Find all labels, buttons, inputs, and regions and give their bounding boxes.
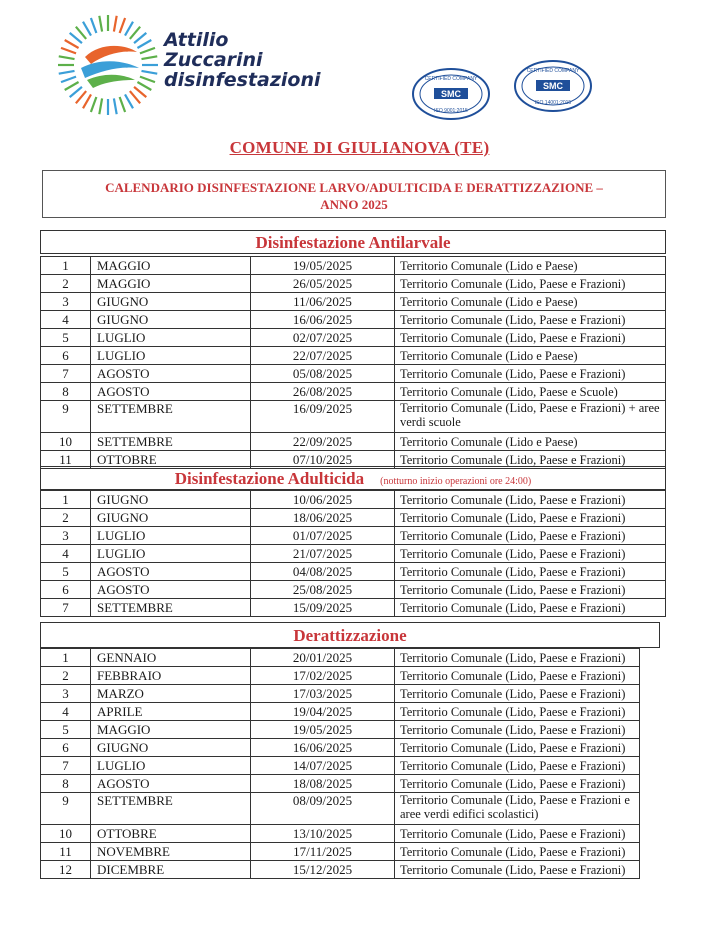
row-number: 2 [41,509,91,527]
area-cell: Territorio Comunale (Lido, Paese e Frazioni e aree verdi edifici scolastici) [395,793,640,825]
logo-ray [65,82,79,90]
area-cell: Territorio Comunale (Lido, Paese e Scuole) [395,383,666,401]
month-cell: OTTOBRE [91,825,251,843]
logo-ray [140,77,155,82]
area-cell: Territorio Comunale (Lido, Paese e Frazioni) [395,861,640,879]
row-number: 7 [41,365,91,383]
area-cell: Territorio Comunale (Lido, Paese e Frazioni) [395,775,640,793]
table-row [41,509,666,527]
cert-mark: SMC [441,89,461,99]
month-cell: GIUGNO [91,739,251,757]
row-number: 6 [41,347,91,365]
table-row [41,401,666,433]
calendar-title-line-2: ANNO 2025 [320,197,388,212]
table-row [41,703,640,721]
month-cell: SETTEMBRE [91,793,251,825]
table-row [41,825,640,843]
date-cell: 18/06/2025 [251,509,395,527]
row-number: 9 [41,401,91,433]
section-title-antilarvale [40,230,666,254]
logo-ray [130,91,140,103]
month-cell: APRILE [91,703,251,721]
month-cell: SETTEMBRE [91,433,251,451]
date-cell: 15/12/2025 [251,861,395,879]
section-note: (notturno inizio operazioni ore 24:00) [380,476,532,487]
logo-ray [65,40,79,48]
row-number: 7 [41,599,91,617]
month-cell: MARZO [91,685,251,703]
area-cell: Territorio Comunale (Lido, Paese e Frazioni) [395,667,640,685]
logo-ray [125,94,133,108]
date-cell: 25/08/2025 [251,581,395,599]
table-row [41,599,666,617]
date-cell: 26/08/2025 [251,383,395,401]
date-cell: 14/07/2025 [251,757,395,775]
area-cell: Territorio Comunale (Lido, Paese e Frazioni) [395,685,640,703]
row-number: 3 [41,527,91,545]
row-number: 8 [41,775,91,793]
area-cell: Territorio Comunale (Lido e Paese) [395,293,666,311]
area-cell: Territorio Comunale (Lido, Paese e Frazioni) [395,757,640,775]
section-title-text: Derattizzazione [293,626,407,645]
area-cell: Territorio Comunale (Lido, Paese e Frazioni) [395,825,640,843]
area-cell: Territorio Comunale (Lido, Paese e Frazioni) [395,329,666,347]
date-cell: 22/07/2025 [251,347,395,365]
adulticida-table [40,490,666,617]
company-logo [55,12,161,118]
logo-ray [76,91,86,103]
row-number: 8 [41,383,91,401]
section-title-text: Disinfestazione Adulticida [174,469,365,488]
date-cell: 17/11/2025 [251,843,395,861]
date-cell: 21/07/2025 [251,545,395,563]
area-cell: Territorio Comunale (Lido, Paese e Frazioni) [395,739,640,757]
row-number: 3 [41,685,91,703]
month-cell: FEBBRAIO [91,667,251,685]
date-cell: 05/08/2025 [251,365,395,383]
month-cell: MAGGIO [91,275,251,293]
area-cell: Territorio Comunale (Lido e Paese) [395,257,666,275]
iso-14001-badge [512,58,594,114]
area-cell: Territorio Comunale (Lido e Paese) [395,347,666,365]
row-number: 11 [41,451,91,469]
month-cell: LUGLIO [91,527,251,545]
month-cell: DICEMBRE [91,861,251,879]
logo-ray [83,22,91,36]
date-cell: 16/09/2025 [251,401,395,433]
area-cell: Territorio Comunale (Lido, Paese e Frazioni) [395,545,666,563]
table-row [41,433,666,451]
table-row [41,843,640,861]
month-cell: SETTEMBRE [91,401,251,433]
logo-ray [70,87,82,97]
row-number: 3 [41,293,91,311]
table-row [41,383,666,401]
row-number: 10 [41,825,91,843]
row-number: 4 [41,545,91,563]
logo-ray [91,97,96,112]
month-cell: AGOSTO [91,365,251,383]
row-number: 10 [41,433,91,451]
table-row [41,757,640,775]
table-row [41,739,640,757]
logo-ray [114,98,117,114]
row-number: 1 [41,257,91,275]
logo-ray [61,77,76,82]
cert-top-text: CERTIFIED COMPANY [526,68,580,74]
date-cell: 08/09/2025 [251,793,395,825]
table-row [41,667,640,685]
logo-ray [114,16,117,32]
cert-top-text: CERTIFIED COMPANY [424,76,478,82]
antilarvale-table [40,256,666,469]
logo-ray [134,33,146,43]
logo-ray [70,33,82,43]
date-cell: 16/06/2025 [251,739,395,757]
date-cell: 16/06/2025 [251,311,395,329]
brand-name [164,30,321,90]
row-number: 5 [41,563,91,581]
month-cell: AGOSTO [91,581,251,599]
date-cell: 10/06/2025 [251,491,395,509]
month-cell: LUGLIO [91,545,251,563]
logo-ray [76,27,86,39]
area-cell: Territorio Comunale (Lido, Paese e Frazioni) [395,527,666,545]
date-cell: 22/09/2025 [251,433,395,451]
cert-bottom-text: ISO 9001:2015 [434,108,468,114]
logo-ray [137,82,151,90]
section-title-text: Disinfestazione Antilarvale [255,233,451,252]
logo-ray [140,48,155,53]
date-cell: 01/07/2025 [251,527,395,545]
month-cell: GIUGNO [91,293,251,311]
logo-ray [91,18,96,33]
month-cell: MAGGIO [91,721,251,739]
table-row [41,793,640,825]
row-number: 4 [41,703,91,721]
brand-line-3: disinfestazioni [164,69,321,91]
row-number: 2 [41,275,91,293]
area-cell: Territorio Comunale (Lido, Paese e Frazioni) [395,563,666,581]
month-cell: AGOSTO [91,563,251,581]
area-cell: Territorio Comunale (Lido, Paese e Frazioni) [395,311,666,329]
date-cell: 19/05/2025 [251,257,395,275]
cert-bottom-text: ISO 14001:2015 [534,100,572,106]
date-cell: 17/02/2025 [251,667,395,685]
date-cell: 13/10/2025 [251,825,395,843]
table-row [41,775,640,793]
month-cell: LUGLIO [91,757,251,775]
cert-mark: SMC [543,81,563,91]
table-row [41,311,666,329]
area-cell: Territorio Comunale (Lido, Paese e Frazioni) [395,451,666,469]
logo-ray [99,98,102,114]
logo-ray [137,40,151,48]
month-cell: GIUGNO [91,509,251,527]
row-number: 2 [41,667,91,685]
date-cell: 26/05/2025 [251,275,395,293]
logo-ray [120,97,125,112]
month-cell: MAGGIO [91,257,251,275]
row-number: 6 [41,739,91,757]
table-row [41,491,666,509]
area-cell: Territorio Comunale (Lido, Paese e Frazioni) [395,721,640,739]
month-cell: GIUGNO [91,491,251,509]
date-cell: 11/06/2025 [251,293,395,311]
table-row [41,329,666,347]
logo-ray [141,71,157,74]
area-cell: Territorio Comunale (Lido, Paese e Frazioni) [395,843,640,861]
derattizzazione-table [40,648,640,879]
month-cell: AGOSTO [91,775,251,793]
row-number: 11 [41,843,91,861]
row-number: 6 [41,581,91,599]
table-row [41,275,666,293]
month-cell: GENNAIO [91,649,251,667]
calendar-title-box [42,170,666,218]
page-title: COMUNE DI GIULIANOVA (TE) [229,138,490,157]
logo-ray [59,56,75,59]
table-row [41,721,640,739]
table-row [41,527,666,545]
month-cell: LUGLIO [91,347,251,365]
logo-ray [125,22,133,36]
logo-ray [141,56,157,59]
area-cell: Territorio Comunale (Lido, Paese e Frazioni) [395,275,666,293]
area-cell: Territorio Comunale (Lido, Paese e Frazioni) [395,703,640,721]
table-row [41,563,666,581]
table-row [41,293,666,311]
area-cell: Territorio Comunale (Lido, Paese e Frazioni) + aree verdi scuole [395,401,666,433]
date-cell: 20/01/2025 [251,649,395,667]
table-row [41,861,640,879]
row-number: 5 [41,721,91,739]
section-title-adulticida [40,466,666,490]
logo-ray [134,87,146,97]
row-number: 9 [41,793,91,825]
month-cell: AGOSTO [91,383,251,401]
area-cell: Territorio Comunale (Lido, Paese e Frazioni) [395,509,666,527]
date-cell: 17/03/2025 [251,685,395,703]
area-cell: Territorio Comunale (Lido, Paese e Frazioni) [395,365,666,383]
month-cell: OTTOBRE [91,451,251,469]
iso-9001-badge [410,66,492,122]
section-title-derattizzazione [40,622,660,648]
logo-ray [83,94,91,108]
row-number: 5 [41,329,91,347]
table-row [41,685,640,703]
date-cell: 02/07/2025 [251,329,395,347]
date-cell: 07/10/2025 [251,451,395,469]
row-number: 1 [41,649,91,667]
logo-ray [130,27,140,39]
row-number: 12 [41,861,91,879]
table-row [41,347,666,365]
date-cell: 15/09/2025 [251,599,395,617]
date-cell: 19/04/2025 [251,703,395,721]
area-cell: Territorio Comunale (Lido, Paese e Frazioni) [395,491,666,509]
table-row [41,649,640,667]
area-cell: Territorio Comunale (Lido, Paese e Frazioni) [395,599,666,617]
row-number: 4 [41,311,91,329]
logo-ray [59,71,75,74]
row-number: 7 [41,757,91,775]
logo-ray [61,48,76,53]
brand-line-2: Zuccarini [164,49,263,71]
month-cell: LUGLIO [91,329,251,347]
area-cell: Territorio Comunale (Lido, Paese e Frazioni) [395,649,640,667]
brand-line-1: Attilio [164,29,229,51]
logo-ray [99,16,102,32]
logo-ray [120,18,125,33]
date-cell: 04/08/2025 [251,563,395,581]
month-cell: GIUGNO [91,311,251,329]
month-cell: NOVEMBRE [91,843,251,861]
area-cell: Territorio Comunale (Lido e Paese) [395,433,666,451]
date-cell: 19/05/2025 [251,721,395,739]
month-cell: SETTEMBRE [91,599,251,617]
row-number: 1 [41,491,91,509]
table-row [41,581,666,599]
date-cell: 18/08/2025 [251,775,395,793]
area-cell: Territorio Comunale (Lido, Paese e Frazioni) [395,581,666,599]
table-row [41,365,666,383]
calendar-title-line-1: CALENDARIO DISINFESTAZIONE LARVO/ADULTICIDA E DERATTIZZAZIONE – [105,180,603,195]
table-row [41,545,666,563]
table-row [41,257,666,275]
